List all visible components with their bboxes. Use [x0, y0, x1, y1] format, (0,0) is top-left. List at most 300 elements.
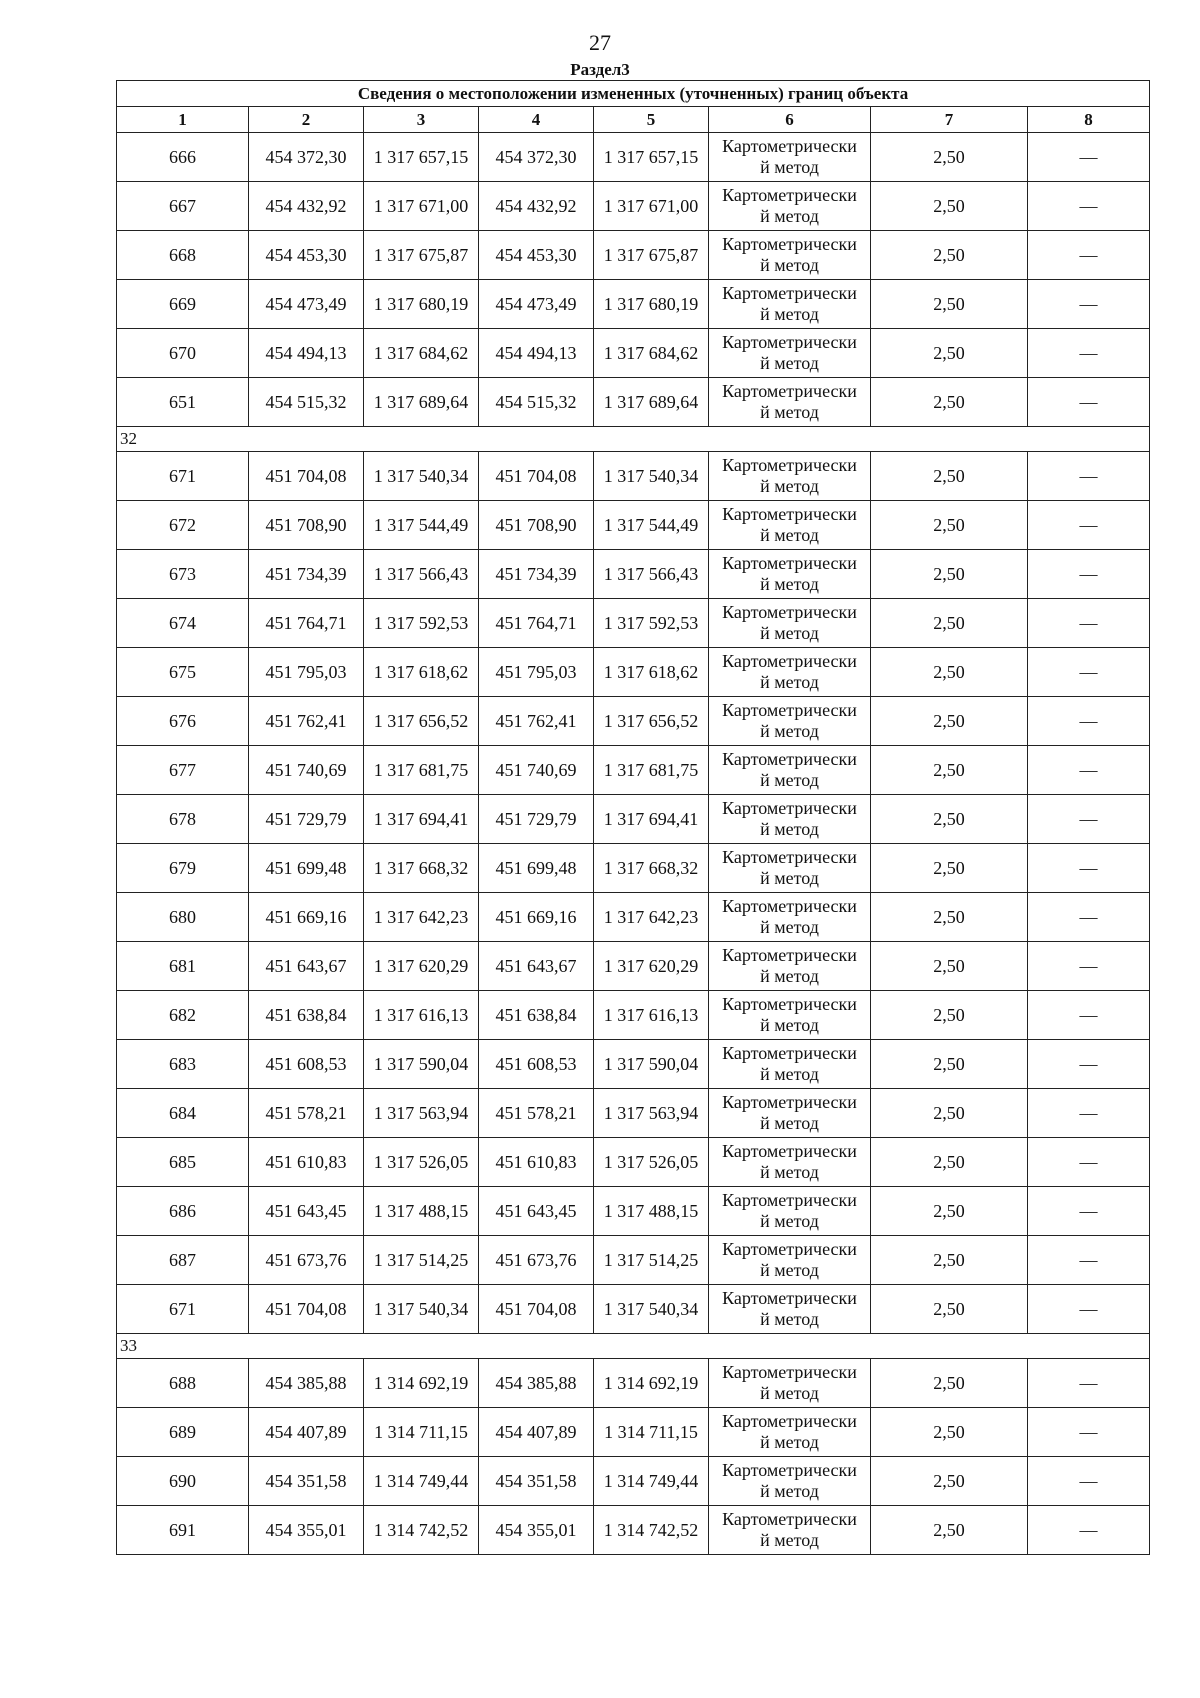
- method-text-line: й метод: [760, 402, 819, 422]
- point-number-cell: 681: [117, 942, 249, 991]
- precision-cell: 2,50: [871, 550, 1028, 599]
- method-cell: [709, 746, 871, 795]
- column-header: 8: [1028, 107, 1150, 133]
- method-text-line: й метод: [760, 770, 819, 790]
- y-old-cell: 1 317 592,53: [364, 599, 479, 648]
- precision-cell: 2,50: [871, 991, 1028, 1040]
- description-cell: —: [1028, 1187, 1150, 1236]
- point-number-cell: 673: [117, 550, 249, 599]
- method-text-line: Картометрически: [722, 847, 857, 867]
- method-text-line: Картометрически: [722, 136, 857, 156]
- method-cell: [709, 648, 871, 697]
- description-cell: —: [1028, 1040, 1150, 1089]
- x-new-cell: 454 432,92: [479, 182, 594, 231]
- precision-cell: 2,50: [871, 1138, 1028, 1187]
- x-old-cell: 451 708,90: [249, 501, 364, 550]
- method-text-line: Картометрически: [722, 1362, 857, 1382]
- column-header: 7: [871, 107, 1028, 133]
- precision-cell: 2,50: [871, 1236, 1028, 1285]
- method-cell: [709, 1187, 871, 1236]
- method-cell: [709, 942, 871, 991]
- table-row: [117, 1408, 1150, 1457]
- y-new-cell: 1 317 671,00: [594, 182, 709, 231]
- method-text-line: Картометрически: [722, 896, 857, 916]
- method-cell: [709, 991, 871, 1040]
- description-cell: —: [1028, 550, 1150, 599]
- y-old-cell: 1 317 656,52: [364, 697, 479, 746]
- y-new-cell: 1 317 656,52: [594, 697, 709, 746]
- method-cell: [709, 1138, 871, 1187]
- y-new-cell: 1 317 563,94: [594, 1089, 709, 1138]
- precision-cell: 2,50: [871, 329, 1028, 378]
- description-cell: —: [1028, 697, 1150, 746]
- y-old-cell: 1 317 540,34: [364, 1285, 479, 1334]
- point-number-cell: 683: [117, 1040, 249, 1089]
- x-old-cell: 451 673,76: [249, 1236, 364, 1285]
- description-cell: —: [1028, 452, 1150, 501]
- y-new-cell: 1 317 694,41: [594, 795, 709, 844]
- y-old-cell: 1 317 590,04: [364, 1040, 479, 1089]
- table-row: [117, 1138, 1150, 1187]
- x-new-cell: 451 704,08: [479, 1285, 594, 1334]
- method-text-line: Картометрически: [722, 1509, 857, 1529]
- x-old-cell: 451 578,21: [249, 1089, 364, 1138]
- table-row: [117, 1089, 1150, 1138]
- method-text-line: Картометрически: [722, 332, 857, 352]
- x-new-cell: 451 643,67: [479, 942, 594, 991]
- precision-cell: 2,50: [871, 599, 1028, 648]
- table-row: [117, 1236, 1150, 1285]
- method-text-line: Картометрически: [722, 945, 857, 965]
- x-old-cell: 451 643,45: [249, 1187, 364, 1236]
- precision-cell: 2,50: [871, 844, 1028, 893]
- y-old-cell: 1 317 540,34: [364, 452, 479, 501]
- y-old-cell: 1 314 692,19: [364, 1359, 479, 1408]
- description-cell: —: [1028, 1285, 1150, 1334]
- description-cell: —: [1028, 133, 1150, 182]
- point-number-cell: 676: [117, 697, 249, 746]
- description-cell: —: [1028, 1408, 1150, 1457]
- x-old-cell: 451 704,08: [249, 1285, 364, 1334]
- table-row: [117, 378, 1150, 427]
- x-new-cell: 451 740,69: [479, 746, 594, 795]
- y-new-cell: 1 317 540,34: [594, 452, 709, 501]
- table-row: [117, 697, 1150, 746]
- contour-number: 33: [117, 1334, 1150, 1359]
- y-old-cell: 1 317 620,29: [364, 942, 479, 991]
- method-cell: [709, 133, 871, 182]
- y-old-cell: 1 317 642,23: [364, 893, 479, 942]
- method-text-line: й метод: [760, 1162, 819, 1182]
- point-number-cell: 688: [117, 1359, 249, 1408]
- table-row: [117, 599, 1150, 648]
- method-cell: [709, 599, 871, 648]
- description-cell: —: [1028, 1089, 1150, 1138]
- table-row: [117, 942, 1150, 991]
- y-new-cell: 1 314 692,19: [594, 1359, 709, 1408]
- method-cell: [709, 452, 871, 501]
- x-old-cell: 451 699,48: [249, 844, 364, 893]
- method-cell: [709, 182, 871, 231]
- method-text-line: й метод: [760, 255, 819, 275]
- description-cell: —: [1028, 1457, 1150, 1506]
- y-new-cell: 1 317 689,64: [594, 378, 709, 427]
- y-new-cell: 1 317 544,49: [594, 501, 709, 550]
- method-text-line: й метод: [760, 1015, 819, 1035]
- method-text-line: Картометрически: [722, 1239, 857, 1259]
- x-new-cell: 454 473,49: [479, 280, 594, 329]
- method-cell: [709, 1236, 871, 1285]
- point-number-cell: 686: [117, 1187, 249, 1236]
- y-old-cell: 1 317 488,15: [364, 1187, 479, 1236]
- y-old-cell: 1 317 668,32: [364, 844, 479, 893]
- y-new-cell: 1 317 566,43: [594, 550, 709, 599]
- description-cell: —: [1028, 648, 1150, 697]
- precision-cell: 2,50: [871, 501, 1028, 550]
- x-old-cell: 451 669,16: [249, 893, 364, 942]
- description-cell: —: [1028, 1236, 1150, 1285]
- table-row: [117, 1359, 1150, 1408]
- y-new-cell: 1 317 618,62: [594, 648, 709, 697]
- x-new-cell: 451 734,39: [479, 550, 594, 599]
- point-number-cell: 689: [117, 1408, 249, 1457]
- x-new-cell: 451 795,03: [479, 648, 594, 697]
- x-old-cell: 451 608,53: [249, 1040, 364, 1089]
- y-new-cell: 1 317 642,23: [594, 893, 709, 942]
- x-new-cell: 451 673,76: [479, 1236, 594, 1285]
- method-text-line: й метод: [760, 574, 819, 594]
- method-text-line: Картометрически: [722, 504, 857, 524]
- method-text-line: й метод: [760, 623, 819, 643]
- x-old-cell: 454 432,92: [249, 182, 364, 231]
- table-row: [117, 795, 1150, 844]
- table-caption: Сведения о местоположении измененных (уточненных) границ объекта: [117, 81, 1150, 107]
- x-old-cell: 451 764,71: [249, 599, 364, 648]
- method-text-line: й метод: [760, 1309, 819, 1329]
- x-new-cell: 454 407,89: [479, 1408, 594, 1457]
- method-text-line: Картометрически: [722, 994, 857, 1014]
- y-new-cell: 1 317 684,62: [594, 329, 709, 378]
- method-text-line: й метод: [760, 1260, 819, 1280]
- column-header: 3: [364, 107, 479, 133]
- precision-cell: 2,50: [871, 697, 1028, 746]
- point-number-cell: 671: [117, 1285, 249, 1334]
- table-row: [117, 1285, 1150, 1334]
- table-row: [117, 1506, 1150, 1555]
- table-row: [117, 550, 1150, 599]
- table-row: [117, 280, 1150, 329]
- x-old-cell: 451 762,41: [249, 697, 364, 746]
- x-old-cell: 454 372,30: [249, 133, 364, 182]
- x-new-cell: 451 578,21: [479, 1089, 594, 1138]
- precision-cell: 2,50: [871, 795, 1028, 844]
- column-header: 1: [117, 107, 249, 133]
- method-cell: [709, 1506, 871, 1555]
- y-old-cell: 1 317 618,62: [364, 648, 479, 697]
- description-cell: —: [1028, 501, 1150, 550]
- y-new-cell: 1 317 488,15: [594, 1187, 709, 1236]
- coordinates-table: [116, 80, 1150, 1555]
- column-header-row: [117, 107, 1150, 133]
- table-row: [117, 991, 1150, 1040]
- method-text-line: й метод: [760, 917, 819, 937]
- method-text-line: Картометрически: [722, 381, 857, 401]
- method-cell: [709, 550, 871, 599]
- y-new-cell: 1 317 680,19: [594, 280, 709, 329]
- x-old-cell: 454 515,32: [249, 378, 364, 427]
- description-cell: —: [1028, 1138, 1150, 1187]
- precision-cell: 2,50: [871, 133, 1028, 182]
- method-text-line: Картометрически: [722, 651, 857, 671]
- description-cell: —: [1028, 280, 1150, 329]
- y-new-cell: 1 317 668,32: [594, 844, 709, 893]
- precision-cell: 2,50: [871, 746, 1028, 795]
- y-old-cell: 1 317 694,41: [364, 795, 479, 844]
- x-new-cell: 451 610,83: [479, 1138, 594, 1187]
- precision-cell: 2,50: [871, 231, 1028, 280]
- point-number-cell: 670: [117, 329, 249, 378]
- point-number-cell: 680: [117, 893, 249, 942]
- y-old-cell: 1 317 671,00: [364, 182, 479, 231]
- method-cell: [709, 280, 871, 329]
- x-old-cell: 451 795,03: [249, 648, 364, 697]
- x-old-cell: 454 407,89: [249, 1408, 364, 1457]
- y-old-cell: 1 317 675,87: [364, 231, 479, 280]
- x-new-cell: 451 704,08: [479, 452, 594, 501]
- y-old-cell: 1 317 566,43: [364, 550, 479, 599]
- description-cell: —: [1028, 991, 1150, 1040]
- method-text-line: Картометрически: [722, 1092, 857, 1112]
- point-number-cell: 671: [117, 452, 249, 501]
- x-new-cell: 451 669,16: [479, 893, 594, 942]
- point-number-cell: 672: [117, 501, 249, 550]
- y-old-cell: 1 317 544,49: [364, 501, 479, 550]
- y-new-cell: 1 317 616,13: [594, 991, 709, 1040]
- point-number-cell: 667: [117, 182, 249, 231]
- method-cell: [709, 697, 871, 746]
- method-text-line: й метод: [760, 721, 819, 741]
- y-old-cell: 1 314 742,52: [364, 1506, 479, 1555]
- method-text-line: й метод: [760, 525, 819, 545]
- method-text-line: й метод: [760, 966, 819, 986]
- method-text-line: Картометрически: [722, 1288, 857, 1308]
- table-row: [117, 1187, 1150, 1236]
- column-header: 2: [249, 107, 364, 133]
- method-text-line: Картометрически: [722, 283, 857, 303]
- precision-cell: 2,50: [871, 942, 1028, 991]
- x-new-cell: 454 372,30: [479, 133, 594, 182]
- method-cell: [709, 1359, 871, 1408]
- description-cell: —: [1028, 746, 1150, 795]
- x-old-cell: 454 494,13: [249, 329, 364, 378]
- method-cell: [709, 1040, 871, 1089]
- method-cell: [709, 231, 871, 280]
- method-text-line: й метод: [760, 353, 819, 373]
- point-number-cell: 682: [117, 991, 249, 1040]
- contour-group-row: [117, 427, 1150, 452]
- point-number-cell: 678: [117, 795, 249, 844]
- x-old-cell: 454 473,49: [249, 280, 364, 329]
- description-cell: —: [1028, 942, 1150, 991]
- method-text-line: й метод: [760, 476, 819, 496]
- precision-cell: 2,50: [871, 182, 1028, 231]
- x-old-cell: 454 385,88: [249, 1359, 364, 1408]
- method-text-line: Картометрически: [722, 700, 857, 720]
- method-cell: [709, 1408, 871, 1457]
- x-old-cell: 451 643,67: [249, 942, 364, 991]
- method-text-line: Картометрически: [722, 1460, 857, 1480]
- method-text-line: й метод: [760, 157, 819, 177]
- point-number-cell: 691: [117, 1506, 249, 1555]
- x-new-cell: 451 764,71: [479, 599, 594, 648]
- y-new-cell: 1 317 675,87: [594, 231, 709, 280]
- x-new-cell: 454 515,32: [479, 378, 594, 427]
- method-cell: [709, 1285, 871, 1334]
- description-cell: —: [1028, 182, 1150, 231]
- y-old-cell: 1 317 616,13: [364, 991, 479, 1040]
- y-new-cell: 1 314 742,52: [594, 1506, 709, 1555]
- method-text-line: Картометрически: [722, 1043, 857, 1063]
- method-text-line: Картометрически: [722, 185, 857, 205]
- method-text-line: Картометрически: [722, 1411, 857, 1431]
- table-row: [117, 501, 1150, 550]
- description-cell: —: [1028, 231, 1150, 280]
- precision-cell: 2,50: [871, 1089, 1028, 1138]
- x-new-cell: 454 355,01: [479, 1506, 594, 1555]
- point-number-cell: 679: [117, 844, 249, 893]
- y-old-cell: 1 317 514,25: [364, 1236, 479, 1285]
- method-text-line: Картометрически: [722, 749, 857, 769]
- y-old-cell: 1 317 680,19: [364, 280, 479, 329]
- precision-cell: 2,50: [871, 1285, 1028, 1334]
- y-new-cell: 1 317 514,25: [594, 1236, 709, 1285]
- y-old-cell: 1 317 526,05: [364, 1138, 479, 1187]
- y-old-cell: 1 317 689,64: [364, 378, 479, 427]
- description-cell: —: [1028, 378, 1150, 427]
- precision-cell: 2,50: [871, 1040, 1028, 1089]
- method-text-line: Картометрически: [722, 455, 857, 475]
- description-cell: —: [1028, 893, 1150, 942]
- point-number-cell: 668: [117, 231, 249, 280]
- method-text-line: Картометрически: [722, 602, 857, 622]
- x-new-cell: 451 699,48: [479, 844, 594, 893]
- description-cell: —: [1028, 844, 1150, 893]
- table-row: [117, 844, 1150, 893]
- precision-cell: 2,50: [871, 1457, 1028, 1506]
- method-cell: [709, 329, 871, 378]
- y-new-cell: 1 317 681,75: [594, 746, 709, 795]
- description-cell: —: [1028, 795, 1150, 844]
- x-new-cell: 451 762,41: [479, 697, 594, 746]
- table-body: [117, 133, 1150, 1555]
- precision-cell: 2,50: [871, 1359, 1028, 1408]
- x-old-cell: 451 704,08: [249, 452, 364, 501]
- precision-cell: 2,50: [871, 648, 1028, 697]
- x-old-cell: 451 740,69: [249, 746, 364, 795]
- x-old-cell: 454 355,01: [249, 1506, 364, 1555]
- method-text-line: й метод: [760, 1113, 819, 1133]
- y-old-cell: 1 317 563,94: [364, 1089, 479, 1138]
- section-title: Раздел3: [570, 60, 630, 79]
- point-number-cell: 690: [117, 1457, 249, 1506]
- y-new-cell: 1 314 711,15: [594, 1408, 709, 1457]
- method-cell: [709, 1089, 871, 1138]
- table-row: [117, 1457, 1150, 1506]
- point-number-cell: 651: [117, 378, 249, 427]
- point-number-cell: 687: [117, 1236, 249, 1285]
- method-text-line: Картометрически: [722, 553, 857, 573]
- table-row: [117, 329, 1150, 378]
- x-old-cell: 451 610,83: [249, 1138, 364, 1187]
- table-row: [117, 182, 1150, 231]
- method-text-line: й метод: [760, 206, 819, 226]
- precision-cell: 2,50: [871, 378, 1028, 427]
- method-text-line: Картометрически: [722, 1141, 857, 1161]
- precision-cell: 2,50: [871, 452, 1028, 501]
- method-cell: [709, 795, 871, 844]
- method-text-line: Картометрически: [722, 234, 857, 254]
- x-old-cell: 454 453,30: [249, 231, 364, 280]
- point-number-cell: 684: [117, 1089, 249, 1138]
- method-text-line: й метод: [760, 1211, 819, 1231]
- x-old-cell: 451 729,79: [249, 795, 364, 844]
- precision-cell: 2,50: [871, 1187, 1028, 1236]
- column-header: 4: [479, 107, 594, 133]
- y-new-cell: 1 317 526,05: [594, 1138, 709, 1187]
- point-number-cell: 677: [117, 746, 249, 795]
- method-text-line: й метод: [760, 672, 819, 692]
- y-new-cell: 1 317 540,34: [594, 1285, 709, 1334]
- x-old-cell: 451 638,84: [249, 991, 364, 1040]
- method-text-line: й метод: [760, 1432, 819, 1452]
- method-text-line: й метод: [760, 868, 819, 888]
- method-text-line: Картометрически: [722, 798, 857, 818]
- x-old-cell: 451 734,39: [249, 550, 364, 599]
- method-text-line: й метод: [760, 1064, 819, 1084]
- precision-cell: 2,50: [871, 893, 1028, 942]
- column-header: 6: [709, 107, 871, 133]
- method-cell: [709, 501, 871, 550]
- table-row: [117, 133, 1150, 182]
- precision-cell: 2,50: [871, 1506, 1028, 1555]
- precision-cell: 2,50: [871, 1408, 1028, 1457]
- contour-number: 32: [117, 427, 1150, 452]
- contour-group-row: [117, 1334, 1150, 1359]
- x-new-cell: 454 351,58: [479, 1457, 594, 1506]
- table-row: [117, 452, 1150, 501]
- page-number: 27: [589, 30, 611, 55]
- y-new-cell: 1 317 657,15: [594, 133, 709, 182]
- table-row: [117, 893, 1150, 942]
- point-number-cell: 685: [117, 1138, 249, 1187]
- y-old-cell: 1 317 657,15: [364, 133, 479, 182]
- description-cell: —: [1028, 1359, 1150, 1408]
- method-text-line: й метод: [760, 304, 819, 324]
- y-new-cell: 1 317 592,53: [594, 599, 709, 648]
- table-row: [117, 746, 1150, 795]
- point-number-cell: 674: [117, 599, 249, 648]
- method-cell: [709, 1457, 871, 1506]
- x-new-cell: 454 494,13: [479, 329, 594, 378]
- description-cell: —: [1028, 1506, 1150, 1555]
- x-new-cell: 454 385,88: [479, 1359, 594, 1408]
- method-text-line: й метод: [760, 1481, 819, 1501]
- description-cell: —: [1028, 329, 1150, 378]
- point-number-cell: 666: [117, 133, 249, 182]
- x-new-cell: 451 708,90: [479, 501, 594, 550]
- x-new-cell: 451 608,53: [479, 1040, 594, 1089]
- y-old-cell: 1 317 684,62: [364, 329, 479, 378]
